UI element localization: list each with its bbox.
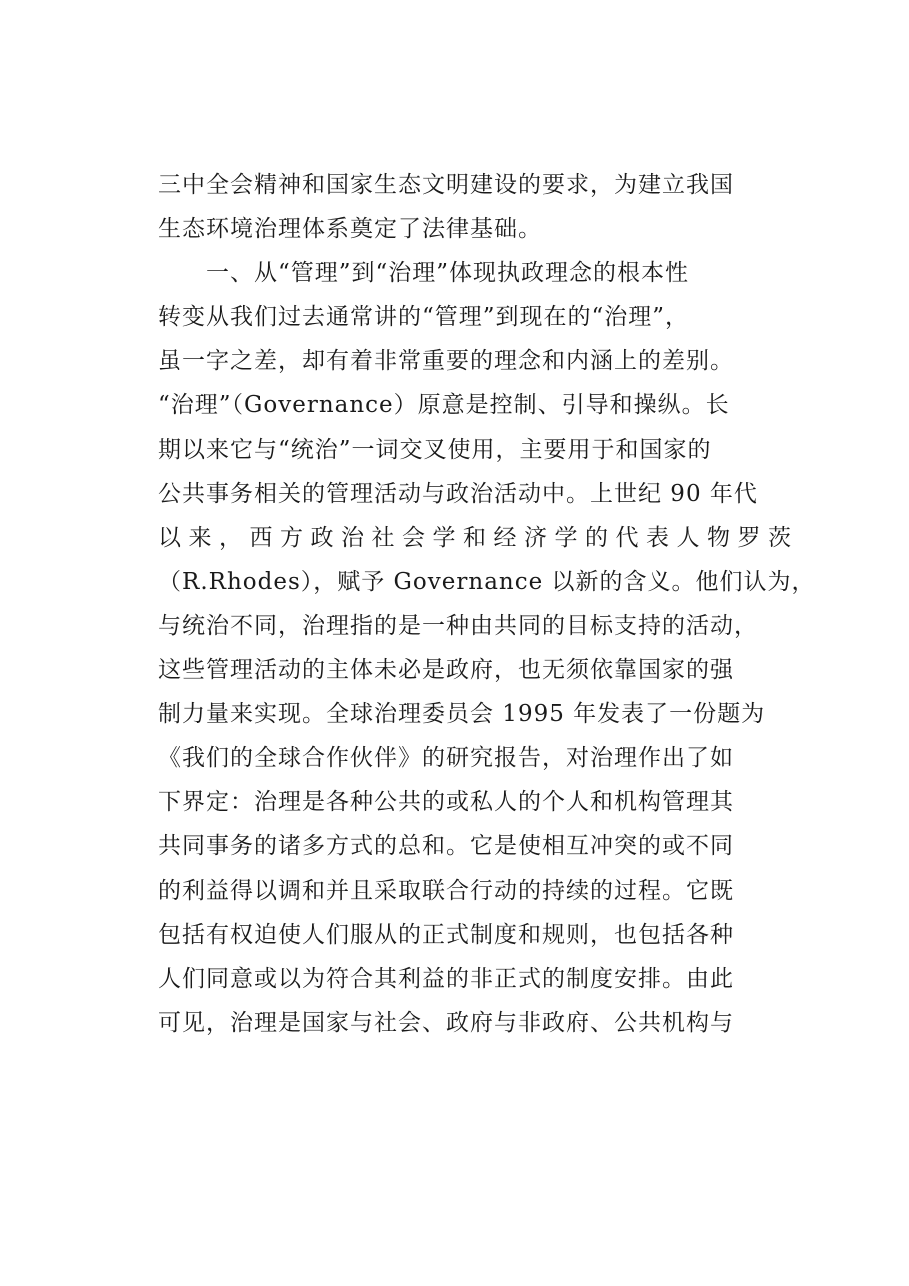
text-line: 的利益得以调和并且采取联合行动的持续的过程。它既 [158, 877, 734, 904]
text-line: 共同事务的诸多方式的总和。它是使相互冲突的或不同 [158, 833, 734, 860]
text-line: 生态环境治理体系奠定了法律基础。 [158, 216, 542, 243]
section-heading: 一、从“管理”到“治理”体现执政理念的根本性 [206, 260, 690, 287]
text-line: 虽一字之差，却有着非常重要的理念和内涵上的差别。 [158, 348, 734, 375]
text-line: 《我们的全球合作伙伴》的研究报告，对治理作出了如 [158, 745, 734, 772]
text-line: 制力量来实现。全球治理委员会 1995 年发表了一份题为 [158, 701, 766, 728]
text-line: 与统治不同，治理指的是一种由共同的目标支持的活动， [158, 612, 758, 639]
body-text [158, 163, 816, 1045]
text-line: 下界定：治理是各种公共的或私人的个人和机构管理其 [158, 789, 734, 816]
text-line: 包括有权迫使人们服从的正式制度和规则，也包括各种 [158, 921, 734, 948]
text-line: 三中全会精神和国家生态文明建设的要求，为建立我国 [158, 172, 734, 198]
text-line: 这些管理活动的主体未必是政府，也无须依靠国家的强 [158, 657, 734, 684]
text-line: 期以来它与“统治”一词交叉使用，主要用于和国家的 [158, 436, 712, 463]
text-line: （R.Rhodes），赋予 Governance 以新的含义。他们认为， [158, 568, 816, 595]
text-line: 转变从我们过去通常讲的“管理”到现在的“治理”， [158, 304, 690, 331]
text-line: 以来，西方政治社会学和经济学的代表人物罗茨 [158, 524, 799, 551]
text-line: 可见，治理是国家与社会、政府与非政府、公共机构与 [158, 1009, 734, 1036]
text-line: 公共事务相关的管理活动与政治活动中。上世纪 90 年代 [158, 480, 758, 507]
text-line: 人们同意或以为符合其利益的非正式的制度安排。由此 [158, 965, 734, 992]
text-line: “治理”（Governance）原意是控制、引导和操纵。长 [158, 392, 730, 419]
